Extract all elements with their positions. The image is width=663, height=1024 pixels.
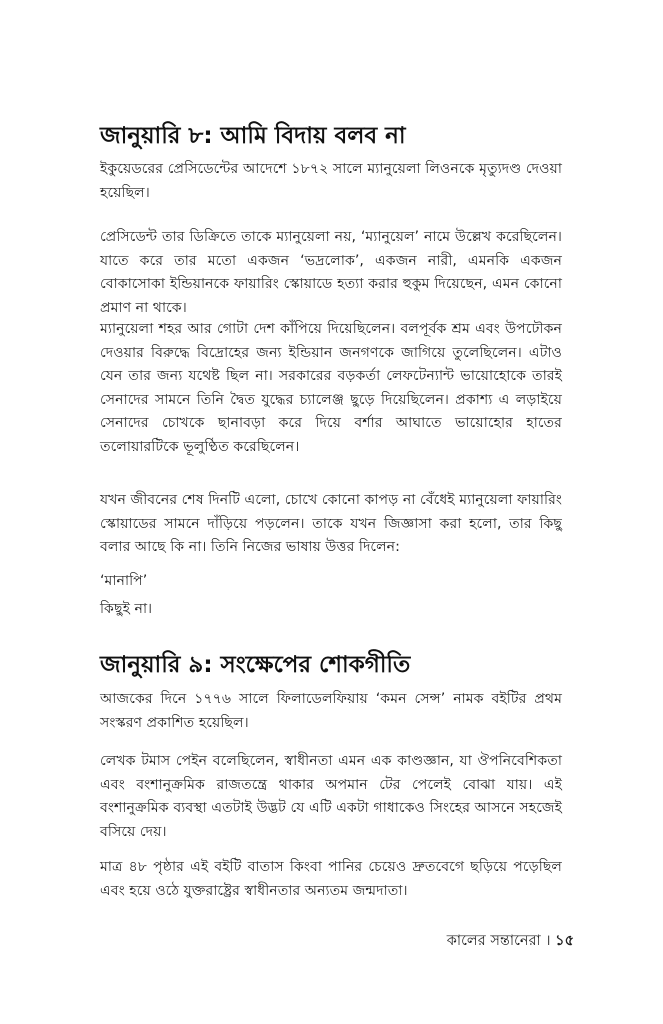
section-heading-january-8: জানুয়ারি ৮: আমি বিদায় বলব না — [100, 123, 406, 149]
paragraph-4: যখন জীবনের শেষ দিনটি এলো, চোখে কোনো কাপড় না বেঁধেই ম্যানুয়েলা ফায়ারিং স্কোয়াডের সামনে দাঁড়িয়ে পড়লেন। তাকে যখন জিজ্ঞাসা করা হলো, তার কিছু বলার আছে কি না। তিনি নিজের ভাষায় উত্তর দিলেন: — [100, 492, 562, 556]
footer-page-number: ১৫ — [555, 933, 574, 949]
footer-book-title: কালের সন্তানেরা — [446, 933, 541, 949]
paragraph-5: আজকের দিনে ১৭৭৬ সালে ফিলাডেলফিয়ায় ‘কমন সেন্স’ নামক বইটির প্রথম সংস্করণ প্রকাশিত হয়েছিল। — [100, 691, 562, 731]
paragraph-nothing: কিছুই না। — [100, 601, 153, 617]
paragraph-6: লেখক টমাস পেইন বলেছিলেন, স্বাধীনতা এমন এক কাণ্ডজ্ঞান, যা ঔপনিবেশিকতা এবং বংশানুক্রমিক রাজতন্ত্রে থাকার অপমান টের পেলেই বোঝা যায়। এই বংশানুক্রমিক ব্যবস্থা এতটাই উদ্ভট যে এটি একটা গাধাকেও সিংহের আসনে সহজেই বসিয়ে দেয়। — [100, 753, 562, 840]
page-footer — [447, 930, 574, 952]
book-page — [100, 0, 574, 1024]
paragraph-3: ম্যানুয়েলা শহর আর গোটা দেশ কাঁপিয়ে দিয়েছিলেন। বলপূর্বক শ্রম এবং উপঢৌকন দেওয়ার বিরুদ্ধে বিদ্রোহের জন্য ইন্ডিয়ান জনগণকে জাগিয়ে তুলেছিলেন। এটাও যেন তার জন্য যথেষ্ট ছিল না। সরকারের বড়কর্তা লেফটেন্যান্ট ভায়োহোকে তারই সেনাদের সামনে তিনি দ্বৈত যুদ্ধের চ্যালেঞ্জ ছুড়ে দিয়েছিলেন। প্রকাশ্য এ লড়াইয়ে সেনাদের চোখকে ছানাবড়া করে দিয়ে বর্শার আঘাতে ভায়োহোর হাতের তলোয়ারটিকে ভূলুণ্ঠিত করেছিলেন। — [100, 321, 562, 455]
footer-separator: । — [545, 933, 551, 949]
section-heading-january-9: জানুয়ারি ৯: সংক্ষেপের শোকগীতি — [100, 652, 411, 678]
paragraph-quote-manapi: ‘মানাপি’ — [100, 573, 148, 589]
paragraph-1: ইকুয়েডরের প্রেসিডেন্টের আদেশে ১৮৭২ সালে ম্যানুয়েলা লিওনকে মৃত্যুদণ্ড দেওয়া হয়েছিল। — [100, 161, 562, 201]
paragraph-7: মাত্র ৪৮ পৃষ্ঠার এই বইটি বাতাস কিংবা পানির চেয়েও দ্রুতবেগে ছড়িয়ে পড়েছিল এবং হয়ে ওঠে যুক্তরাষ্ট্রের স্বাধীনতার অন্যতম জন্মদাতা। — [100, 859, 562, 899]
paragraph-2: প্রেসিডেন্ট তার ডিক্রিতে তাকে ম্যানুয়েলা নয়, ‘ম্যানুয়েল’ নামে উল্লেখ করেছিলেন। যাতে করে তার মতো একজন ‘ভদ্রলোক’, একজন নারী, এমনকি একজন বোকাসোকা ইন্ডিয়ানকে ফায়ারিং স্কোয়াডে হত্যা করার হুকুম দিয়েছেন, এমন কোনো প্রমাণ না থাকে। — [100, 229, 562, 316]
